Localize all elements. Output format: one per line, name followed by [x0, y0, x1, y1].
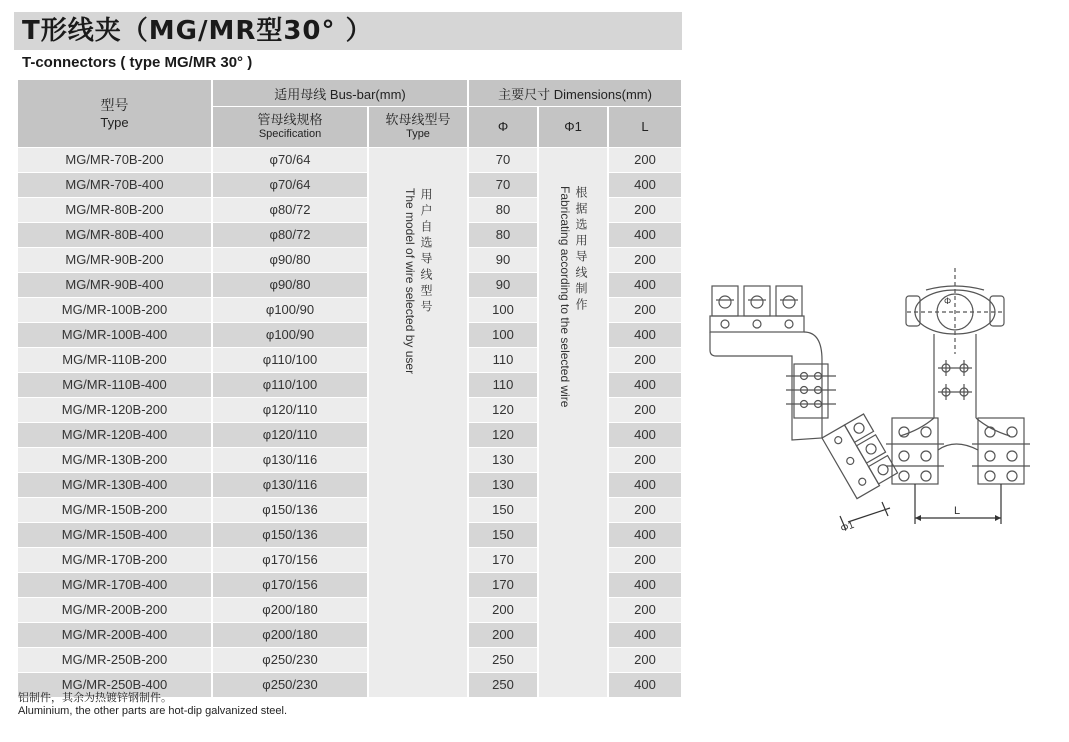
- l-cell: 400: [608, 173, 682, 198]
- spec-cell: φ170/156: [212, 548, 368, 573]
- phi-cell: 250: [468, 673, 538, 698]
- l-dimension-label: L: [954, 505, 961, 517]
- t-connector-drawing: [700, 260, 1040, 550]
- l-cell: 200: [608, 648, 682, 673]
- spec-cell: φ200/180: [212, 598, 368, 623]
- phi-cell: 150: [468, 498, 538, 523]
- phi-cell: 130: [468, 448, 538, 473]
- right-lower-clamps: [886, 418, 1030, 484]
- soft-header-cn: 软母线型号: [385, 112, 451, 127]
- type-cell: MG/MR-150B-400: [18, 523, 212, 548]
- type-cell: MG/MR-100B-200: [18, 298, 212, 323]
- phi-cell: 200: [468, 598, 538, 623]
- spec-cell: φ250/230: [212, 673, 368, 698]
- spec-cell: φ150/136: [212, 523, 368, 548]
- type-cell: MG/MR-130B-400: [18, 473, 212, 498]
- phi-cell: 70: [468, 148, 538, 173]
- type-header-cn: 型号: [100, 96, 129, 113]
- phi-cell: 70: [468, 173, 538, 198]
- busbar-group-header: 适用母线 Bus-bar(mm): [212, 80, 468, 107]
- l-cell: 200: [608, 448, 682, 473]
- phi1-dimension-label: Φ1: [839, 519, 856, 535]
- type-cell: MG/MR-250B-200: [18, 648, 212, 673]
- spec-cell: φ130/116: [212, 473, 368, 498]
- phi1-merged-en: Fabricating according to the selected wire: [558, 186, 573, 408]
- phi1-merged-cell: [538, 148, 608, 698]
- l-cell: 400: [608, 273, 682, 298]
- l-cell: 200: [608, 298, 682, 323]
- l-cell: 200: [608, 348, 682, 373]
- type-cell: MG/MR-80B-200: [18, 198, 212, 223]
- spec-cell: φ90/80: [212, 248, 368, 273]
- spec-header-en: Specification: [258, 128, 322, 140]
- l-cell: 400: [608, 223, 682, 248]
- type-cell: MG/MR-130B-200: [18, 448, 212, 473]
- dimensions-group-header: 主要尺寸 Dimensions(mm): [468, 80, 682, 107]
- spec-cell: φ110/100: [212, 348, 368, 373]
- type-cell: MG/MR-200B-200: [18, 598, 212, 623]
- phi-cell: 120: [468, 423, 538, 448]
- spec-cell: φ80/72: [212, 198, 368, 223]
- phi-cell: 80: [468, 198, 538, 223]
- page-title: T形线夹（MG/MR型30° ）: [22, 16, 373, 46]
- spec-cell: φ70/64: [212, 148, 368, 173]
- spec-table: [18, 80, 683, 698]
- type-header-en: Type: [100, 114, 129, 130]
- l-cell: 200: [608, 598, 682, 623]
- l-header: L: [608, 107, 682, 148]
- spec-cell: φ130/116: [212, 448, 368, 473]
- type-cell: MG/MR-110B-400: [18, 373, 212, 398]
- spec-cell: φ250/230: [212, 648, 368, 673]
- spec-header-cn: 管母线规格: [257, 112, 323, 127]
- type-cell: MG/MR-170B-400: [18, 573, 212, 598]
- phi-cell: 90: [468, 248, 538, 273]
- phi-cell: 170: [468, 573, 538, 598]
- l-cell: 400: [608, 473, 682, 498]
- l-cell: 200: [608, 198, 682, 223]
- spec-cell: φ110/100: [212, 373, 368, 398]
- spec-cell: φ80/72: [212, 223, 368, 248]
- type-cell: MG/MR-90B-200: [18, 248, 212, 273]
- page-subtitle: T-connectors ( type MG/MR 30° ): [22, 54, 253, 71]
- type-cell: MG/MR-90B-400: [18, 273, 212, 298]
- phi-cell: 150: [468, 523, 538, 548]
- type-header: [18, 80, 212, 148]
- table-row: [18, 148, 682, 173]
- l-cell: 200: [608, 498, 682, 523]
- left-lower-clamps: [822, 414, 899, 499]
- type-cell: MG/MR-80B-400: [18, 223, 212, 248]
- l-cell: 400: [608, 623, 682, 648]
- spec-cell: φ170/156: [212, 573, 368, 598]
- soft-busbar-header: [368, 107, 468, 148]
- type-cell: MG/MR-110B-200: [18, 348, 212, 373]
- phi-dimension-label: Φ: [944, 296, 952, 306]
- soft-busbar-merged-cell: [368, 148, 468, 698]
- type-cell: MG/MR-70B-200: [18, 148, 212, 173]
- spec-cell: φ150/136: [212, 498, 368, 523]
- l-cell: 400: [608, 673, 682, 698]
- spec-cell: φ100/90: [212, 323, 368, 348]
- left-top-clamps: [710, 286, 804, 332]
- type-cell: MG/MR-200B-400: [18, 623, 212, 648]
- phi-cell: 110: [468, 373, 538, 398]
- footnote-cn: 铝制件，其余为热镀锌钢制件。: [18, 691, 172, 704]
- phi-cell: 90: [468, 273, 538, 298]
- soft-merged-en: The model of wire selected by user: [403, 188, 417, 375]
- type-cell: MG/MR-250B-400: [18, 673, 212, 698]
- l-cell: 200: [608, 398, 682, 423]
- l-cell: 400: [608, 373, 682, 398]
- l-cell: 400: [608, 523, 682, 548]
- spec-cell: φ100/90: [212, 298, 368, 323]
- phi-cell: 100: [468, 323, 538, 348]
- soft-merged-cn: 用户自选导线型号: [419, 188, 433, 316]
- left-arm: [710, 332, 822, 440]
- phi1-header: Φ1: [538, 107, 608, 148]
- l-cell: 400: [608, 573, 682, 598]
- type-cell: MG/MR-100B-400: [18, 323, 212, 348]
- spec-cell: φ70/64: [212, 173, 368, 198]
- spec-cell: φ90/80: [212, 273, 368, 298]
- soft-header-en: Type: [406, 128, 430, 140]
- spec-cell: φ120/110: [212, 423, 368, 448]
- type-cell: MG/MR-170B-200: [18, 548, 212, 573]
- l-cell: 200: [608, 248, 682, 273]
- type-cell: MG/MR-120B-400: [18, 423, 212, 448]
- l-cell: 400: [608, 323, 682, 348]
- phi-cell: 80: [468, 223, 538, 248]
- type-cell: MG/MR-150B-200: [18, 498, 212, 523]
- phi-cell: 250: [468, 648, 538, 673]
- phi-cell: 110: [468, 348, 538, 373]
- l-cell: 200: [608, 148, 682, 173]
- right-top-clamp: [906, 268, 1004, 354]
- phi-cell: 130: [468, 473, 538, 498]
- phi1-merged-cn: 根据选用导线制作: [574, 186, 589, 314]
- l-cell: 400: [608, 423, 682, 448]
- phi-cell: 100: [468, 298, 538, 323]
- phi-cell: 170: [468, 548, 538, 573]
- spec-cell: φ120/110: [212, 398, 368, 423]
- phi-header: Φ: [468, 107, 538, 148]
- right-lower-arms: [900, 418, 1010, 436]
- footnote-en: Aluminium, the other parts are hot-dip galvanized steel.: [18, 705, 288, 717]
- spec-header: [212, 107, 368, 148]
- type-cell: MG/MR-70B-400: [18, 173, 212, 198]
- l-cell: 200: [608, 548, 682, 573]
- phi-cell: 120: [468, 398, 538, 423]
- phi-cell: 200: [468, 623, 538, 648]
- spec-cell: φ200/180: [212, 623, 368, 648]
- type-cell: MG/MR-120B-200: [18, 398, 212, 423]
